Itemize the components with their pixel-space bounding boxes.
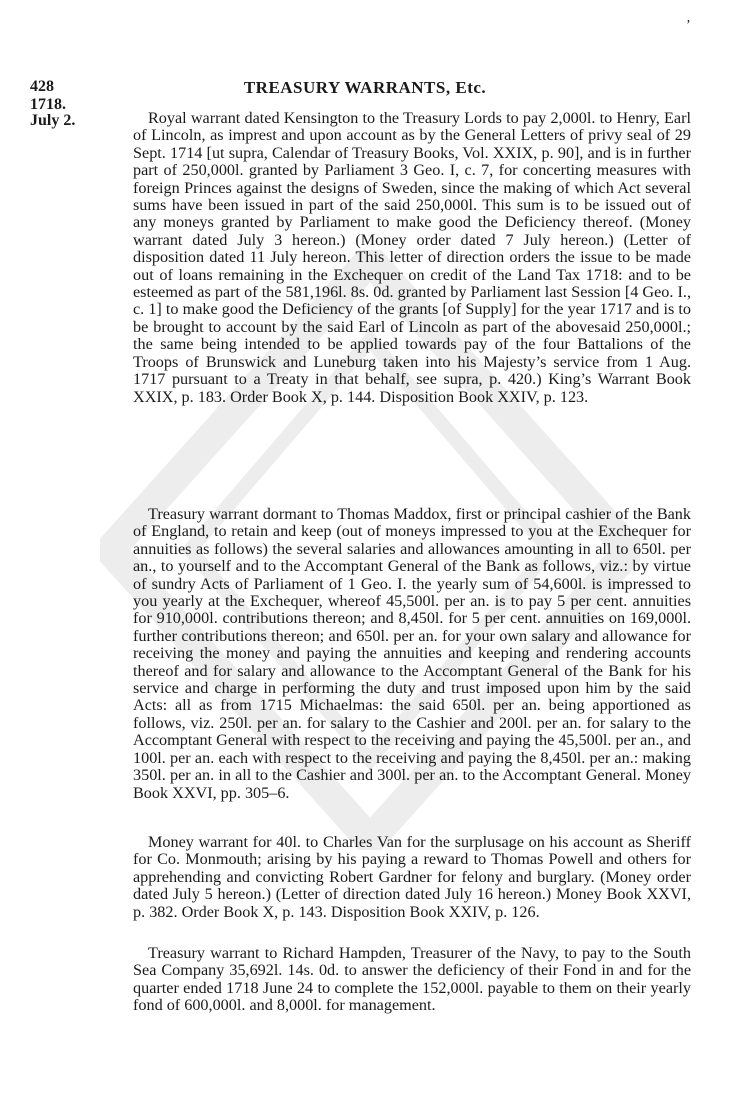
entry-warrant-hampden: Treasury warrant to Richard Hampden, Treasurer of the Navy, to pay to the South Sea Company 35,692l. 14s. 0d. to answer the deficiency of their Fond in and for the quarter ended 1718 June 24 to complete the 152,000l. payable to them on their yearly fond of 600,000l. and 8,000l. for management. xyxy=(133,944,691,1015)
running-head: TREASURY WARRANTS, Etc. xyxy=(243,78,487,97)
entry-royal-warrant-lincoln: Royal warrant dated Kensington to the Treasury Lords to pay 2,000l. to Henry, Earl of Lincoln, as imprest and upon account as by the General Letters of privy seal of 29 Sept. 1714 [ut supra, Calendar of Treasury Books, Vol. XXIX, p. 90], and is in further part of 250,000l. granted by Parliament 3 Geo. I, c. 7, for concerting measures with foreign Princes against the designs of Sweden, since the making of which Act several sums have been issued in part of the said 250,000l. This sum is to be issued out of any moneys granted by Parliament to make good the Deficiency thereof. (Money warrant dated July 3 hereon.) (Money order dated 7 July hereon.) (Letter of disposition dated 11 July hereon. This letter of direction orders the issue to be made out of loans remaining in the Exchequer on credit of the Land Tax 1718: and to be esteemed as part of the 581,196l. 8s. 0d. granted by Parliament last Session [4 Geo. I., c. 1] to make good the Deficiency of the grants [of Supply] for the year 1717 and is to be brought to account by the said Earl of Lincoln as part of the abovesaid 250,000l.; the same being intended to be applied towards pay of the four Battalions of the Troops of Brunswick and Luneburg taken into his Majesty’s service from 1 Aug. 1717 pursuant to a Treaty in that behalf, see supra, p. 420.) King’s Warrant Book XXIX, p. 183. Order Book X, p. 144. Disposition Book XXIV, p. 123. xyxy=(133,109,691,406)
margin-year: 1718. xyxy=(30,96,66,113)
page-number: 428 xyxy=(30,78,54,95)
margin-date: July 2. xyxy=(30,112,76,129)
entry-warrant-maddox: Treasury warrant dormant to Thomas Maddox, first or principal cashier of the Bank of England, to retain and keep (out of moneys impressed to you at the Exchequer for annuities as follows) the several salaries and allowances amounting in all to 650l. per an., to yourself and to the Accomptant General of the Bank as follows, viz.: by virtue of sundry Acts of Parliament of 1 Geo. I. the yearly sum of 54,600l. is impressed to you yearly at the Exchequer, whereof 45,500l. per an. is to pay 5 per cent. annuities for 910,000l. contributions thereon; and 8,450l. for 5 per cent. annuities on 169,000l. further contributions thereon; and 650l. per an. for your own salary and allowance for receiving the money and paying the annuities and keeping and rendering accounts thereof and for salary and allowance to the Accomptant General of the Bank for his service and charge in performing the duty and trust imposed upon him by the said Acts: all as from 1715 Michaelmas: the said 650l. per an. being apportioned as follows, viz. 250l. per an. for salary to the Cashier and 200l. per an. for salary to the Accomptant General with respect to the receiving and paying the 45,500l. per an., and 100l. per an. each with respect to the receiving and paying the 8,450l. per an.: making 350l. per an. in all to the Cashier and 300l. per an. to the Accomptant General. Money Book XXVI, pp. 305–6. xyxy=(133,505,691,802)
corner-mark: ’ xyxy=(686,18,691,33)
entry-money-warrant-van: Money warrant for 40l. to Charles Van for the surplusage on his account as Sheriff for Co. Monmouth; arising by his paying a reward to Thomas Powell and others for apprehending and convicting Robert Gardner for felony and burglary. (Money order dated July 5 hereon.) (Letter of direction dated July 16 hereon.) Money Book XXVI, p. 382. Order Book X, p. 143. Disposition Book XXIV, p. 126. xyxy=(133,833,691,921)
